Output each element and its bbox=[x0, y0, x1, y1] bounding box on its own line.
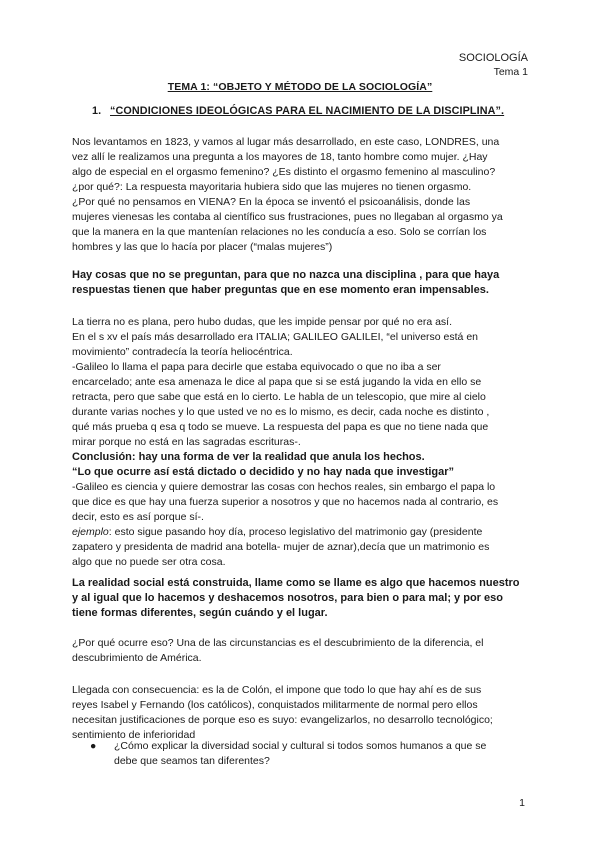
document-title: TEMA 1: “OBJETO Y MÉTODO DE LA SOCIOLOGÍA” bbox=[167, 81, 433, 93]
example-text: : esto sigue pasando hoy día, proceso legislativo del matrimonio gay (presidente bbox=[108, 526, 483, 538]
example-line bbox=[72, 525, 532, 540]
text-line: decir, esto es así porque sí-. bbox=[72, 511, 204, 523]
section-heading-text: “CONDICIONES IDEOLÓGICAS PARA EL NACIMIENTO DE LA DISCIPLINA”. bbox=[110, 105, 505, 117]
text-line: -Galileo es ciencia y quiere demostrar las cosas con hechos reales, sin embargo el papa lo bbox=[72, 481, 496, 493]
paragraph-galileo bbox=[72, 315, 532, 570]
text-line: tiene formas diferentes, según cuándo y el lugar. bbox=[72, 607, 328, 619]
text-line: -Galileo lo llama el papa para decirle que estaba equivocado o que no iba a ser bbox=[72, 361, 441, 373]
text-line: y al igual que lo hacemos y deshacemos nosotros, para bien o para mal; y por eso bbox=[72, 592, 503, 604]
text-line: durante varias noches y lo que usted ve no es lo mismo, es decir, cada noche es distinto , bbox=[72, 406, 490, 418]
text-line: vez allí le realizamos una pregunta a los mayores de 18, tanto hombre como mujer. ¿Hay bbox=[72, 151, 488, 163]
paragraph-why bbox=[72, 636, 532, 666]
text-line: retracta, pero que sabe que está en lo cierto. Le habla de un telescopio, que mire al cielo bbox=[72, 391, 486, 403]
text-line: Llegada con consecuencia: es la de Colón, el impone que todo lo que hay ahí es de sus bbox=[72, 684, 482, 696]
text-line: La tierra no es plana, pero hubo dudas, que les impide pensar por qué no era así. bbox=[72, 316, 453, 328]
example-label: ejemplo bbox=[72, 526, 109, 538]
conclusion-line: Conclusión: hay una forma de ver la realidad que anula los hechos. bbox=[72, 451, 425, 463]
text-line: hombres y las que lo hacía por placer (“malas mujeres”) bbox=[72, 241, 333, 253]
text-line: movimiento” contradecía la teoría heliocéntrica. bbox=[72, 346, 293, 358]
text-line: ¿Por qué no pensamos en VIENA? En la época se inventó el psicoanálisis, donde las bbox=[72, 196, 471, 208]
text-line: descubrimiento de América. bbox=[72, 652, 202, 664]
text-line: ¿por qué?: La respuesta mayoritaria hubiera sido que las mujeres no tienen orgasmo. bbox=[72, 181, 472, 193]
section-number: 1. bbox=[92, 105, 102, 117]
text-line: mirar porque no está en las sagradas escrituras-. bbox=[72, 436, 301, 448]
paragraph-key-idea bbox=[72, 268, 532, 298]
paragraph-social-reality bbox=[72, 576, 532, 621]
text-line: que la manera en la que mantenían relaciones no les conducía a eso. Solo se corrían los bbox=[72, 226, 487, 238]
text-line: algo de especial en el orgasmo femenino? ¿Es distinto el orgasmo femenino al masculino? bbox=[72, 166, 496, 178]
text-line: La realidad social está construida, llame como se llame es algo que hacemos nuestro bbox=[72, 577, 520, 589]
text-line: necesitan justificaciones de porque eso es suyo: evangelizarlos, no desarrollo tecnológico; bbox=[72, 714, 493, 726]
text-line: sentimiento de inferioridad bbox=[72, 729, 196, 741]
text-line: algo que no puede ser otra cosa. bbox=[72, 556, 226, 568]
page-number: 1 bbox=[519, 797, 525, 809]
text-line: que dice es que hay una fuerza superior a nosotros y que no hacemos nada al contrario, es bbox=[72, 496, 499, 508]
header-subject: SOCIOLOGÍA bbox=[458, 52, 528, 64]
paragraph-london-vienna bbox=[72, 135, 532, 255]
paragraph-colon bbox=[72, 683, 532, 743]
section-heading bbox=[92, 105, 504, 117]
text-line: ¿Por qué ocurre eso? Una de las circunstancias es el descubrimiento de la diferencia, el bbox=[72, 637, 484, 649]
header-topic: Tema 1 bbox=[493, 66, 528, 78]
bullet-text-line: ¿Cómo explicar la diversidad social y cultural si todos somos humanos a que se bbox=[114, 740, 487, 752]
text-line: zapatero y presidenta de madrid ana botella- mujer de aznar),decía que un matrimonio es bbox=[72, 541, 490, 553]
text-line: respuestas tienen que haber preguntas que en ese momento eran impensables. bbox=[72, 284, 489, 296]
text-line: encarcelado; ante esa amenaza le dice al papa que si se está jugando la vida en ello se bbox=[72, 376, 482, 388]
text-line: mujeres vienesas les contaba al científico sus frustraciones, pues no llegaban al orgasmo ya bbox=[72, 211, 503, 223]
text-line: Nos levantamos en 1823, y vamos al lugar más desarrollado, en este caso, LONDRES, una bbox=[72, 136, 500, 148]
text-line: reyes Isabel y Fernando (los católicos), conquistados militarmente de normal pero ellos bbox=[72, 699, 478, 711]
conclusion-quote: “Lo que ocurre así está dictado o decidido y no hay nada que investigar” bbox=[72, 466, 455, 478]
text-line: Hay cosas que no se preguntan, para que no nazca una disciplina , para que haya bbox=[72, 269, 500, 281]
bullet-dot-icon: ● bbox=[90, 740, 97, 752]
text-line: En el s xv el país más desarrollado era ITALIA; GALILEO GALILEI, “el universo está en bbox=[72, 331, 478, 343]
text-line: qué más prueba q esa q todo se mueve. La respuesta del papa es que no tiene nada que bbox=[72, 421, 489, 433]
bullet-text-line: debe que seamos tan diferentes? bbox=[114, 755, 270, 767]
